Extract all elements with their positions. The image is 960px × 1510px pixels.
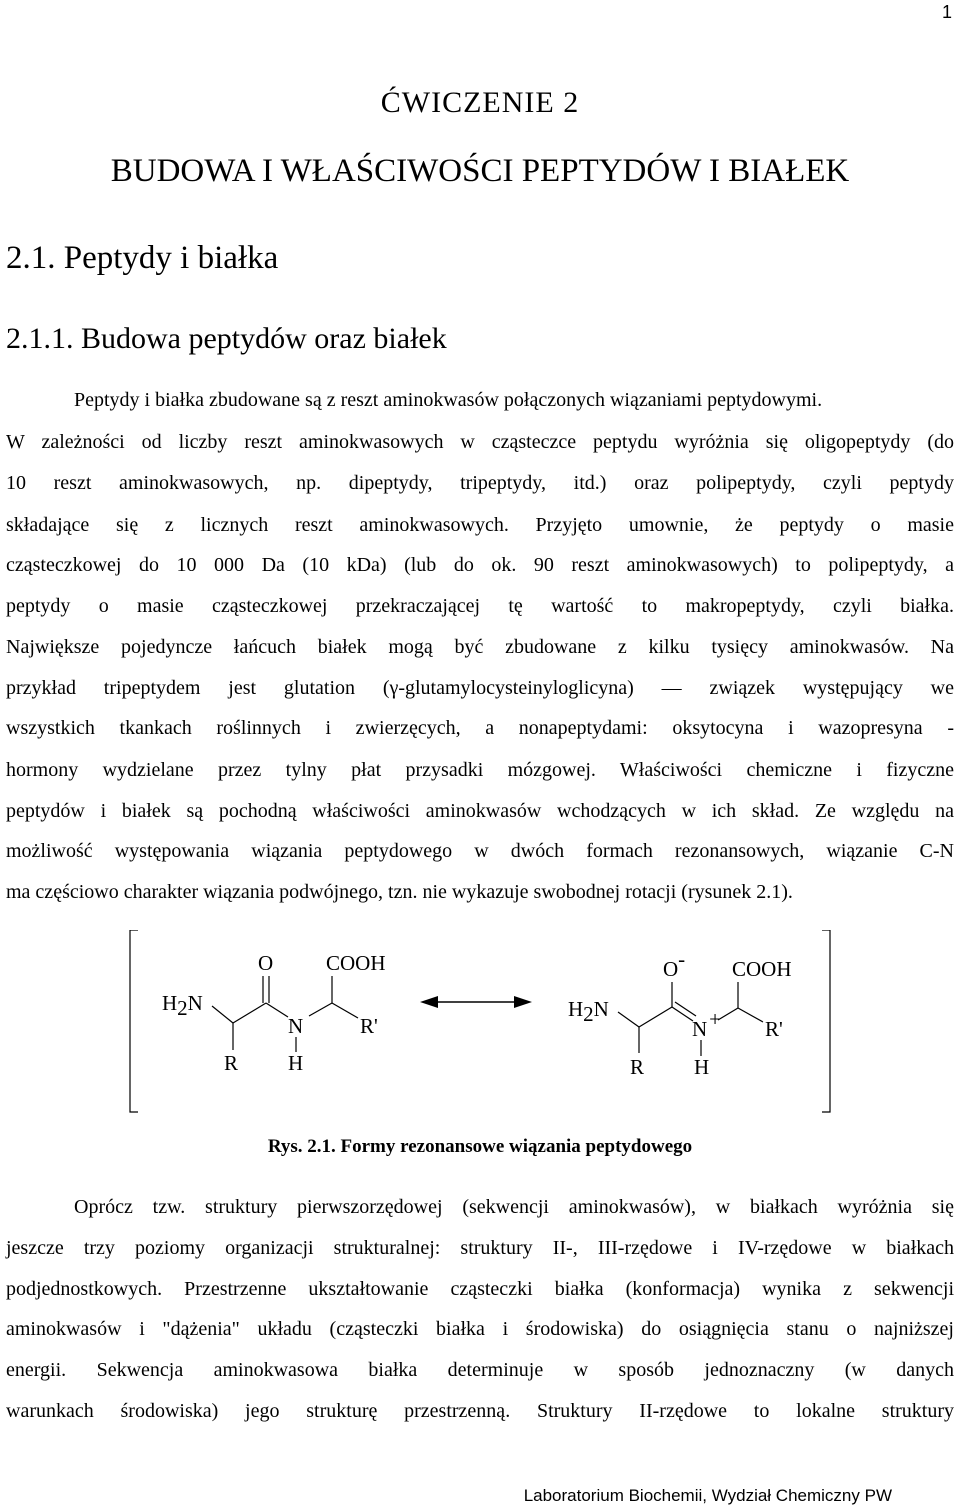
- footer-text: Laboratorium Biochemii, Wydział Chemiczny PW: [523, 1486, 892, 1505]
- left-h2-label: H2N: [162, 991, 203, 1020]
- paragraph1-line-3: 10 reszt aminokwasowych, np. dipeptydy, tripeptydy, itd.) oraz polipeptydy, czyli peptydy: [6, 472, 954, 494]
- bond: [233, 1003, 266, 1023]
- right-h: H: [694, 1055, 710, 1079]
- paragraph1-line-4: składające się z licznych reszt aminokwasowych. Przyjęto umownie, że peptydy o masie: [6, 514, 954, 536]
- subsection-heading: 2.1.1. Budowa peptydów oraz białek: [6, 322, 447, 355]
- paragraph2-line-2: jeszcze trzy poziomy organizacji strukturalnej: struktury II-, III-rzędowe i IV-rzędowe w białkach: [6, 1237, 954, 1259]
- right-structure: [568, 947, 792, 1079]
- right-bracket: [822, 930, 830, 1112]
- right-cooh: COOH: [732, 957, 792, 981]
- double-bond: [675, 1002, 696, 1016]
- paragraph1-line-1: Peptydy i białka zbudowane są z reszt aminokwasów połączonych wiązaniami peptydowymi.: [74, 389, 823, 411]
- bond: [266, 1003, 288, 1017]
- resonance-diagram: [120, 930, 840, 1120]
- exercise-title: ĆWICZENIE 2: [380, 86, 580, 119]
- bond: [618, 1012, 639, 1027]
- paragraph1-line-12: możliwość występowania wiązania peptydowego w dwóch formach rezonansowych, wiązanie C-N: [6, 840, 954, 862]
- left-h: H: [288, 1051, 304, 1075]
- left-cooh: COOH: [326, 951, 386, 975]
- page-number: 1: [941, 2, 952, 22]
- section-heading: 2.1. Peptydy i białka: [6, 240, 279, 276]
- paragraph1-line-5: cząsteczkowej do 10 000 Da (10 kDa) (lub do ok. 90 reszt aminokwasowych) to polipeptydy, a: [6, 554, 954, 576]
- paragraph2-line-6: warunkach środowiska) jego strukturę przestrzenną. Struktury II-rzędowe to lokalne struktury: [6, 1400, 954, 1422]
- left-bracket: [130, 930, 138, 1112]
- double-bond: [672, 1007, 693, 1021]
- paragraph1-line-10: hormony wydzielane przez tylny płat przysadki mózgowej. Właściwości chemiczne i fizyczne: [6, 759, 954, 781]
- figure-caption: Rys. 2.1. Formy rezonansowe wiązania peptydowego: [267, 1136, 693, 1157]
- paragraph1-line-6: peptydy o masie cząsteczkowej przekraczającej tę wartość to makropeptydy, czyli białka.: [6, 595, 954, 617]
- left-r: R: [224, 1051, 239, 1075]
- resonance-diagram-svg: [120, 930, 840, 1120]
- left-amide-n: N: [288, 1014, 304, 1038]
- paragraph1-line-8: przykład tripeptydem jest glutation (γ-glutamylocysteinyloglicyna) — związek występujący we: [6, 677, 954, 699]
- paragraph1-line-9: wszystkich tkankach roślinnych i zwierzęcych, a nonapeptydami: oksytocyna i wazopresyna -: [6, 717, 954, 739]
- left-r-prime: R': [360, 1014, 378, 1038]
- bond: [309, 1003, 332, 1016]
- paragraph2-line-5: energii. Sekwencja aminokwasowa białka determinuje w sposób jednoznaczny (w danych: [6, 1359, 954, 1381]
- right-r-prime: R': [765, 1017, 783, 1041]
- resonance-arrow: [420, 996, 532, 1008]
- right-amide-n: N+: [692, 1007, 722, 1041]
- right-h2-label: H2N: [568, 997, 609, 1026]
- bond: [212, 1006, 233, 1023]
- document-subtitle: BUDOWA I WŁAŚCIWOŚCI PEPTYDÓW I BIAŁEK: [110, 153, 850, 189]
- right-r: R: [630, 1055, 645, 1079]
- paragraph1-line-7: Największe pojedyncze łańcuch białek mogą być zbudowane z kilku tysięcy aminokwasów. Na: [6, 636, 954, 658]
- right-oxygen: O-: [663, 947, 686, 981]
- paragraph1-line-2: W zależności od liczby reszt aminokwasowych w cząsteczce peptydu wyróżnia się oligopeptydy (do: [6, 431, 954, 453]
- paragraph1-line-13: ma częściowo charakter wiązania podwójnego, tzn. nie wykazuje swobodnej rotacji (rysunek 2.1).: [6, 881, 793, 903]
- paragraph2-line-1: Oprócz tzw. struktury pierwszorzędowej (sekwencji aminokwasów), w białkach wyróżnia się: [74, 1196, 954, 1218]
- bond: [738, 1008, 763, 1022]
- paragraph1-line-11: peptydów i białek są pochodną właściwości aminokwasów wchodzących w ich skład. Ze względu na: [6, 800, 954, 822]
- bond: [639, 1007, 672, 1027]
- left-oxygen: O: [258, 951, 274, 975]
- bond: [332, 1003, 358, 1018]
- paragraph2-line-3: podjednostkowych. Przestrzenne ukształtowanie cząsteczki białka (konformacja) wynika z sekwencji: [6, 1278, 954, 1300]
- left-structure: [162, 951, 386, 1075]
- paragraph2-line-4: aminokwasów i "dążenia" układu (cząsteczki białka i środowiska) do osiągnięcia stanu o najniższej: [6, 1318, 954, 1340]
